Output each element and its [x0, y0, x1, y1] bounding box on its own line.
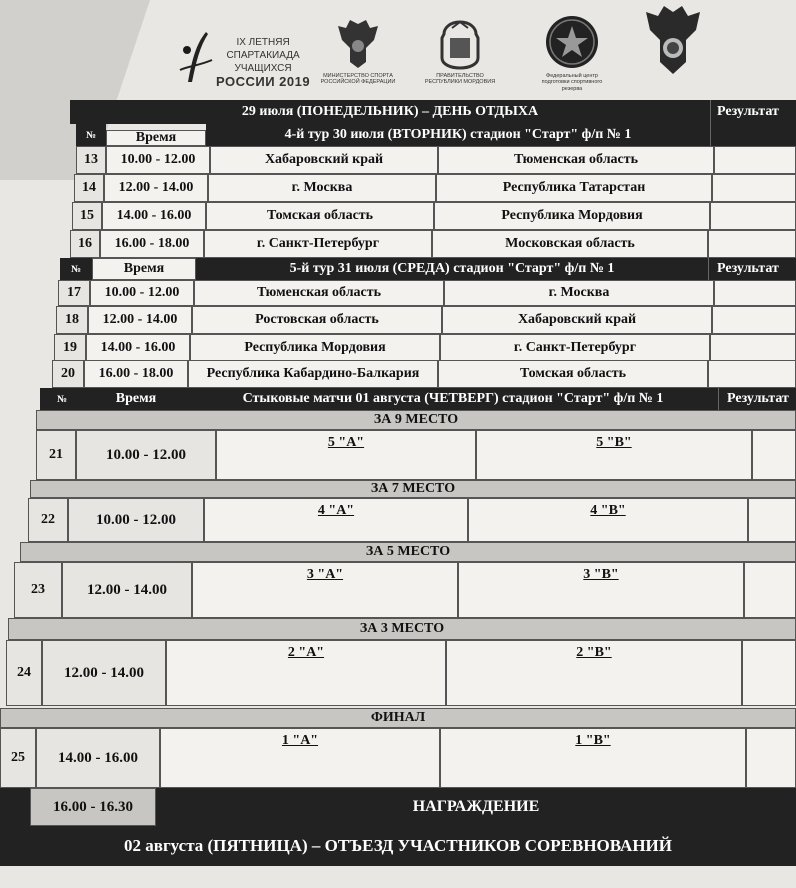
result-cell — [714, 280, 796, 306]
game-time: 14.00 - 16.00 — [36, 728, 160, 788]
result-cell — [748, 498, 796, 542]
game-time: 14.00 - 16.00 — [86, 334, 190, 362]
game-time: 12.00 - 14.00 — [104, 174, 208, 202]
federal-center-logo-text: Федеральный центр подготовки спортивного резерва — [541, 72, 603, 92]
game-time: 10.00 - 12.00 — [106, 146, 210, 174]
result-cell — [712, 174, 796, 202]
home-team: Тюменская область — [194, 280, 444, 306]
away-team: г. Санкт-Петербург — [440, 334, 710, 362]
result-cell — [752, 430, 796, 480]
place-header — [36, 410, 796, 430]
game-time: 12.00 - 14.00 — [62, 562, 192, 618]
num-header: № — [60, 258, 92, 280]
away-team: Томская область — [438, 360, 708, 388]
award-label: НАГРАЖДЕНИЕ — [156, 788, 796, 826]
table-row — [14, 562, 796, 618]
time-header: Время — [106, 130, 206, 146]
game-number: 19 — [54, 334, 86, 362]
time-header: Время — [92, 258, 196, 280]
game-number: 20 — [52, 360, 84, 388]
table-row — [58, 280, 796, 306]
game-time: 14.00 - 16.00 — [102, 202, 206, 230]
num-header: № — [40, 388, 84, 410]
table-row — [28, 498, 796, 542]
rest-day-row — [70, 100, 796, 124]
place-title: ФИНАЛ — [0, 708, 796, 728]
departure-text: 02 августа (ПЯТНИЦА) – ОТЪЕЗД УЧАСТНИКОВ СОРЕВНОВАНИЙ — [0, 826, 796, 866]
place-header — [0, 708, 796, 728]
home-team: Хабаровский край — [210, 146, 438, 174]
away-team: 5 "В" — [476, 430, 752, 480]
game-time: 10.00 - 12.00 — [76, 430, 216, 480]
rest-day-text: 29 июля (ПОНЕДЕЛЬНИК) – ДЕНЬ ОТДЫХА — [70, 100, 710, 124]
table-row — [36, 430, 796, 480]
round4-title: 4-й тур 30 июля (ВТОРНИК) стадион "Старт" ф/п № 1 — [206, 124, 710, 146]
home-team: Ростовская область — [192, 306, 442, 334]
spartakiad-line-2: СПАРТАКИАДА — [226, 50, 300, 61]
game-number: 18 — [56, 306, 88, 334]
game-time: 10.00 - 12.00 — [68, 498, 204, 542]
away-team: Московская область — [432, 230, 708, 258]
place-title: ЗА 9 МЕСТО — [36, 410, 796, 430]
table-row — [74, 174, 796, 202]
place-title: ЗА 3 МЕСТО — [8, 618, 796, 640]
table-row — [54, 334, 796, 362]
game-number: 13 — [76, 146, 106, 174]
game-time: 12.00 - 14.00 — [42, 640, 166, 706]
result-cell — [744, 562, 796, 618]
award-row — [0, 788, 796, 826]
playoff-header — [40, 388, 796, 410]
away-team: 4 "В" — [468, 498, 748, 542]
place-header — [8, 618, 796, 640]
game-number: 14 — [74, 174, 104, 202]
game-time: 16.00 - 18.00 — [84, 360, 188, 388]
table-row — [52, 360, 796, 388]
game-time: 10.00 - 12.00 — [90, 280, 194, 306]
table-row — [76, 146, 796, 174]
home-team: Республика Мордовия — [190, 334, 440, 362]
away-team: Республика Мордовия — [434, 202, 710, 230]
home-team: 4 "А" — [204, 498, 468, 542]
game-number: 21 — [36, 430, 76, 480]
award-time: 16.00 - 16.30 — [30, 788, 156, 826]
home-team: Томская область — [206, 202, 434, 230]
game-time: 16.00 - 18.00 — [100, 230, 204, 258]
game-time: 12.00 - 14.00 — [88, 306, 192, 334]
num-header: № — [76, 124, 106, 146]
home-team: 1 "А" — [160, 728, 440, 788]
table-row — [70, 230, 796, 258]
away-team: Тюменская область — [438, 146, 714, 174]
game-number: 24 — [6, 640, 42, 706]
result-cell — [708, 230, 796, 258]
game-number: 22 — [28, 498, 68, 542]
place-title: ЗА 5 МЕСТО — [20, 542, 796, 562]
spartakiad-line-3: УЧАЩИХСЯ — [234, 63, 292, 74]
home-team: 2 "А" — [166, 640, 446, 706]
result-cell — [708, 360, 796, 388]
playoff-result-header: Результат — [718, 388, 796, 410]
away-team: 1 "В" — [440, 728, 746, 788]
place-header — [30, 480, 796, 498]
round5-result-header: Результат — [708, 258, 796, 280]
away-team: г. Москва — [444, 280, 714, 306]
mordovia-logo-text: ПРАВИТЕЛЬСТВО РЕСПУБЛИКИ МОРДОВИЯ — [424, 72, 496, 85]
result-cell — [712, 306, 796, 334]
result-cell — [742, 640, 796, 706]
spartakiad-line-4: РОССИИ 2019 — [216, 74, 311, 89]
table-row — [6, 640, 796, 706]
away-team: 3 "В" — [458, 562, 744, 618]
round5-header — [60, 258, 796, 280]
game-number: 16 — [70, 230, 100, 258]
place-header — [20, 542, 796, 562]
game-number: 15 — [72, 202, 102, 230]
table-row — [56, 306, 796, 334]
table-row — [72, 202, 796, 230]
game-number: 25 — [0, 728, 36, 788]
home-team: г. Москва — [208, 174, 436, 202]
table-row — [0, 728, 796, 788]
game-number: 17 — [58, 280, 90, 306]
result-cell — [714, 146, 796, 174]
round4-header — [70, 124, 796, 146]
result-header: Результат — [710, 100, 796, 124]
home-team: Республика Кабардино-Балкария — [188, 360, 438, 388]
spartakiad-line-1: IX ЛЕТНЯЯ — [236, 37, 290, 48]
round4-result-header — [710, 124, 796, 146]
result-cell — [710, 202, 796, 230]
result-cell — [746, 728, 796, 788]
home-team: 5 "А" — [216, 430, 476, 480]
playoff-title: Стыковые матчи 01 августа (ЧЕТВЕРГ) стадион "Старт" ф/п № 1 — [188, 388, 718, 410]
round5-title: 5-й тур 31 июля (СРЕДА) стадион "Старт" ф/п № 1 — [196, 258, 708, 280]
award-spacer — [0, 788, 30, 826]
home-team: 3 "А" — [192, 562, 458, 618]
result-cell — [710, 334, 796, 362]
time-header: Время — [84, 388, 188, 410]
away-team: Хабаровский край — [442, 306, 712, 334]
ministry-logo-text: МИНИСТЕРСТВО СПОРТА РОССИЙСКОЙ ФЕДЕРАЦИИ — [320, 72, 396, 85]
home-team: г. Санкт-Петербург — [204, 230, 432, 258]
place-title: ЗА 7 МЕСТО — [30, 480, 796, 498]
departure-row — [0, 826, 796, 866]
away-team: Республика Татарстан — [436, 174, 712, 202]
away-team: 2 "В" — [446, 640, 742, 706]
game-number: 23 — [14, 562, 62, 618]
